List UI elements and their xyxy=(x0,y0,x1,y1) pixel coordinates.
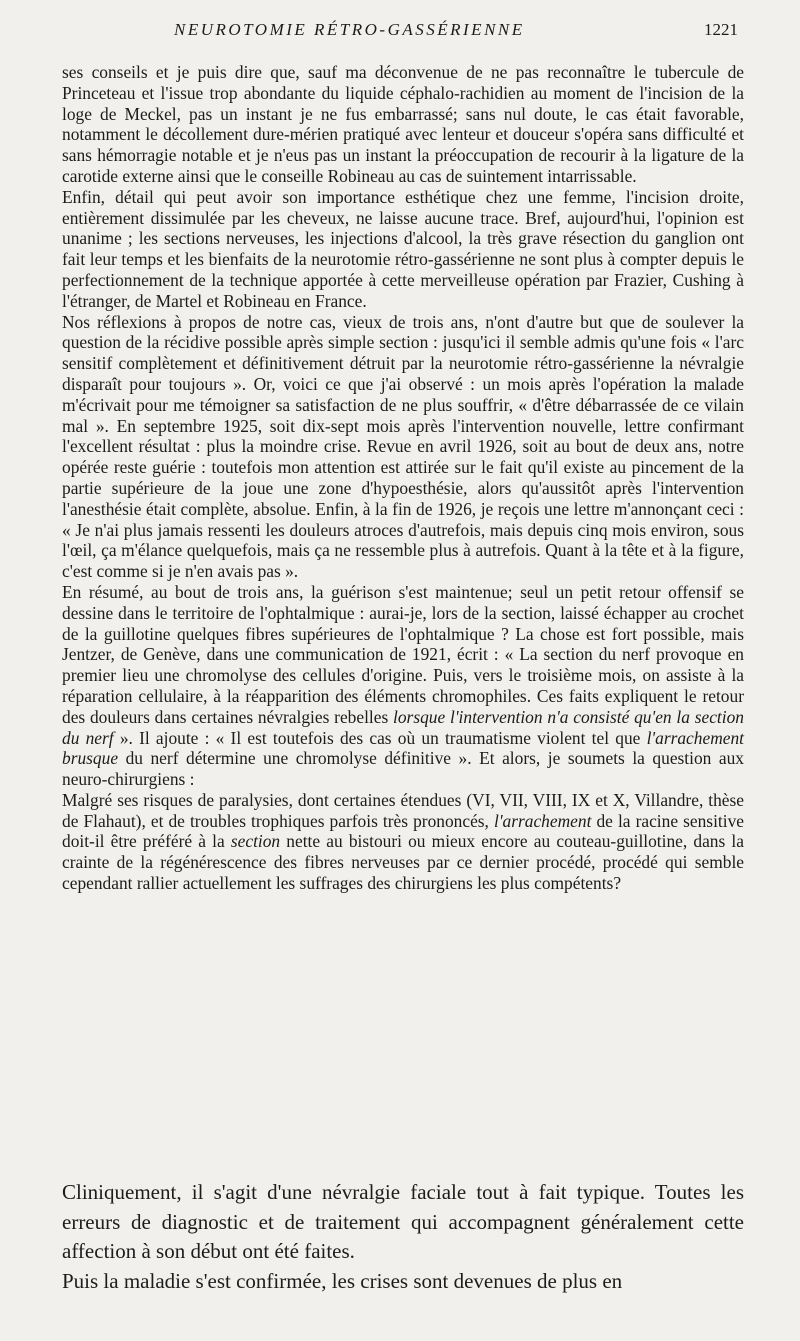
running-title: NEUROTOMIE RÉTRO-GASSÉRIENNE xyxy=(174,20,525,39)
paragraph-5-text-b: de la racine sensitive doit-il être préféré à la xyxy=(62,810,744,852)
paragraph-1: ses conseils et je puis dire que, sauf ma déconvenue de ne pas reconnaître le tubercule de Princeteau et l'issue trop abondante du liquide céphalo-rachidien au moment de l'incision de la loge de Meckel, pas un instant je ne fus embarrassé; sans nul doute, le cas était favorable, notamment le décollement dure-mérien pratiqué avec lenteur et douceur s'opéra sans difficulté et sans hémorragie notable et je n'eus pas un instant la préoccupation de recourir à la ligature de la carotide externe ainsi que le conseille Robineau au cas de suintement intarrissable. xyxy=(62,62,744,186)
paragraph-5-text-a: Malgré ses risques de paralysies, dont certaines étendues (VI, VII, VIII, IX et X, Villandre, thèse de Flahaut), et de troubles trophiques parfois très prononcés, xyxy=(62,789,744,831)
paragraph-5-text-c: nette au bistouri ou mieux encore au couteau-guillotine, dans la crainte de la régénérescence des fibres nerveuses par ce dernier procédé, procédé qui semble cependant rallier actuellement les suffrages des chirurgiens les plus compétents? xyxy=(62,831,744,894)
page-number: 1221 xyxy=(704,20,738,39)
large-paragraph-2: Puis la maladie s'est confirmée, les crises sont devenues de plus en xyxy=(62,1268,623,1293)
paragraph-4-text-c: du nerf détermine une chromolyse définitive ». Et alors, je soumets la question aux neuro-chirurgiens : xyxy=(62,748,744,790)
paragraph-4 xyxy=(62,582,744,790)
paragraph-2: Enfin, détail qui peut avoir son importance esthétique chez une femme, l'incision droite, entièrement dissimulée par les cheveux, ne laisse aucune trace. Bref, aujourd'hui, l'opinion est unanime ; les sections nerveuses, les injections d'alcool, la très grave résection du ganglion ont fait leur temps et les bienfaits de la neurotomie rétro-gassérienne ne sont plus à compter depuis le perfectionnement de la technique apportée à cette merveilleuse opération par Frazier, Cushing à l'étranger, de Martel et Robineau en France. xyxy=(62,186,744,311)
large-paragraph-1: Cliniquement, il s'agit d'une névralgie faciale tout à fait typique. Toutes les erreurs de diagnostic et de traitement qui accompagnent généralement cette affection à son début ont été faites. xyxy=(62,1180,744,1263)
body-text xyxy=(62,62,744,894)
paragraph-4-emphasis-1: lorsque l'intervention n'a consisté qu'en la section du nerf xyxy=(62,706,744,748)
paragraph-4-text-b: ». Il ajoute : « Il est toutefois des cas où un traumatisme violent tel que xyxy=(113,727,647,748)
paragraph-5 xyxy=(62,790,744,894)
large-text xyxy=(62,1178,744,1296)
paragraph-5-emphasis-2: section xyxy=(230,831,281,852)
paragraph-3: Nos réflexions à propos de notre cas, vieux de trois ans, n'ont d'autre but que de soulever la question de la récidive possible après simple section : jusqu'ici il semble admis qu'une fois « l'arc sensitif complètement et définitivement détruit par la neurotomie rétro-gassérienne la névralgie disparaît pour toujours ». Or, voici ce que j'ai observé : un mois après l'opération la malade m'écrivait pour me témoigner sa satisfaction de ne plus souffrir, « d'être débarrassée de ce vilain mal ». En septembre 1925, soit dix-sept mois après l'intervention nouvelle, lettre confirmant l'excellent résultat : plus la moindre crise. Revue en avril 1926, soit au bout de deux ans, notre opérée reste guérie : toutefois mon attention est attirée sur le fait qu'il existe au pincement de la partie supérieure de la joue une zone d'hypoesthésie, alors qu'aussitôt après l'intervention l'anesthésie était complète, absolue. Enfin, à la fin de 1926, je reçois une lettre m'annonçant ceci : « Je n'ai plus jamais ressenti les douleurs atroces d'autrefois, mais depuis cinq mois environ, sous l'œil, ça m'élance quelquefois, mais ça ne ressemble plus à autrefois. Quant à la tête et à la figure, c'est comme si je n'en avais pas ». xyxy=(62,311,744,582)
running-head xyxy=(62,20,742,44)
paragraph-4-emphasis-2: l'arrachement brusque xyxy=(62,727,744,769)
paragraph-5-emphasis-1: l'arrachement xyxy=(493,810,592,831)
paragraph-4-text-a: En résumé, au bout de trois ans, la guérison s'est maintenue; seul un petit retour offensif se dessine dans le territoire de l'ophtalmique : aurai-je, lors de la section, laissé échapper au crochet de la guillotine quelques fibres supérieures de l'ophtalmique ? La chose est fort possible, mais Jentzer, de Genève, dans une communication de 1921, écrit : « La section du nerf provoque en premier lieu une chromolyse des cellules d'origine. Puis, vers le troisième mois, on assiste à la réparation cellulaire, à la réapparition des éléments chromophiles. Ces faits expliquent le retour des douleurs dans certaines névralgies rebelles xyxy=(62,581,744,727)
